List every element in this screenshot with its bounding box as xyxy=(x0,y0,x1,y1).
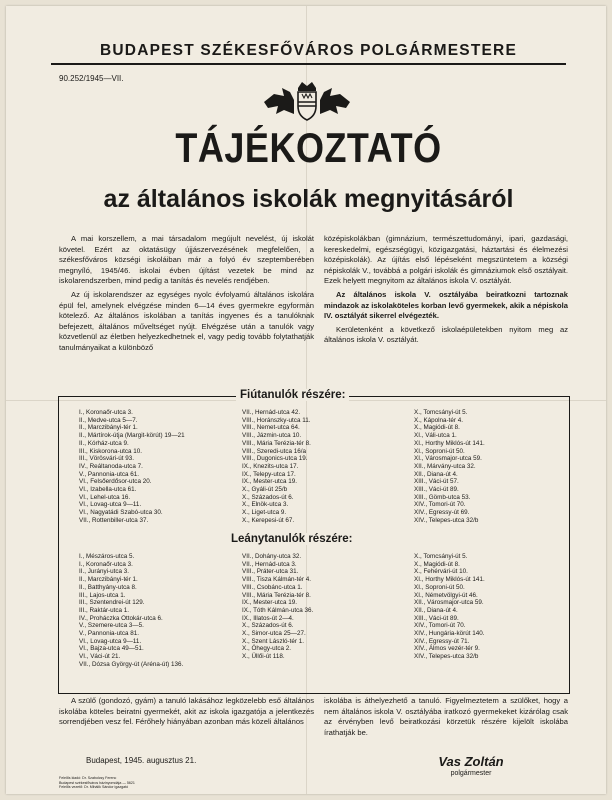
school-address: VII., Rottenbiller-utca 37. xyxy=(79,516,149,524)
school-address: VII., Hernád-utca 3. xyxy=(242,560,297,568)
budapest-coat-of-arms-icon xyxy=(260,80,354,122)
school-address: IV., Reáltanoda-utca 7. xyxy=(79,462,143,470)
poster-sheet xyxy=(6,6,606,794)
school-address: VIII., Csobánc-utca 1. xyxy=(242,583,303,591)
school-address: XII., Márvány-utca 32. xyxy=(414,462,476,470)
school-address: X., Kápolna-tér 4. xyxy=(414,416,464,424)
printer-footnote xyxy=(59,776,135,790)
school-address: II., Batthyány-utca 8. xyxy=(79,583,137,591)
school-address: XI., Németvölgyi-út 46. xyxy=(414,591,478,599)
school-list-box xyxy=(58,389,570,694)
school-address: X., Gyáli-út 25/b xyxy=(242,486,288,494)
school-address: VII., Dohány-utca 32. xyxy=(242,553,302,560)
girls-schools-column-3 xyxy=(414,553,485,661)
school-address: VIII., Jázmin-utca 10. xyxy=(242,432,302,440)
school-address: XIII., Váci-út 57. xyxy=(414,478,459,486)
school-address: IX., Tóth Kálmán-utca 36. xyxy=(242,606,314,614)
body-left-column xyxy=(59,234,314,357)
school-address: X., Kerepesi-út 67. xyxy=(242,516,295,524)
signatory-role: polgármester xyxy=(450,770,492,777)
signatory-name: Vas Zoltán xyxy=(438,754,504,769)
school-address: XI., Horthy Miklós-út 141. xyxy=(414,576,485,584)
school-address: XIV., Tomori-út 70. xyxy=(414,501,466,509)
school-address: II., Medve-utca 5—7. xyxy=(79,416,138,424)
school-address: VIII., Mária Terézia-tér 8. xyxy=(242,591,311,599)
closing-text: A szülő (gondozó, gyám) a tanuló lakásához legközelebb eső általános iskolába köteles beiratni gyermekét, akit az iskola igazgatója a jelentkezés sorrendjében vesz fel. Férőhely hiányában azonban más közeli általános xyxy=(59,696,314,727)
school-address: IX., Knezits-utca 17. xyxy=(242,462,299,470)
school-address: XI., Soproni-út 50. xyxy=(414,583,465,591)
school-address: X., Magiódi-út 8. xyxy=(414,560,460,568)
school-address: II., Kórház-utca 9. xyxy=(79,439,129,447)
school-address: XIV., Álmos vezér-tér 9. xyxy=(414,645,480,653)
school-address: X., Liget-utca 9. xyxy=(242,509,287,517)
school-address: XIII., Gömb-utca 53. xyxy=(414,493,471,501)
school-address: II., Marczibányi-tér 1. xyxy=(79,576,138,584)
signature-block xyxy=(401,754,541,777)
footnote-line: Felelős vezető: Dr. Mihálik Sándor igazgató xyxy=(59,785,129,790)
school-address: XII., Városmajor-utca 59. xyxy=(414,599,484,607)
school-address: XIV., Egressy-út 71. xyxy=(414,637,470,645)
school-address: XIV., Egressy-út 69. xyxy=(414,509,470,517)
school-address: X., Tomcsányi-út 5. xyxy=(414,553,468,560)
closing-left xyxy=(59,696,314,728)
body-paragraph: Az új iskolarendszer az egységes nyolc évfolyamú általános iskolára épül fel, amelynek elvégzése minden 6—14 éves gyermekre egyformán kötelező. Az általános iskolában a tanítás ingyenes és a tanulóknak befejezett, általános műveltséget nyújt. Elvégzése után a tanulók vagy közvetlenül az életben helyezkedhetnek el, vagy pedig tovább folytathatják tanulmányaikat a különböző xyxy=(59,289,314,352)
girls-section-title: Leánytanulók részére: xyxy=(227,533,356,545)
school-address: VIII., Práter-utca 31. xyxy=(242,568,299,576)
school-address: VI., Nagyatádi Szabó-utca 30. xyxy=(79,509,163,517)
school-address: XIV., Telepes-utca 32/b xyxy=(414,516,479,524)
school-address: III., Raktár-utca 1. xyxy=(79,606,130,614)
school-address: V., Pannonia-utca 61. xyxy=(79,470,139,478)
school-address: X., Simor-utca 25—27. xyxy=(242,630,306,638)
school-address: XI., Horthy Miklós-út 141. xyxy=(414,439,485,447)
school-address: VIII., Szeredi-utca 16/a xyxy=(242,447,307,455)
school-address: I., Koronaőr-utca 3. xyxy=(79,560,133,568)
school-address: III., Lajos-utca 1. xyxy=(79,591,126,599)
issue-date: Budapest, 1945. augusztus 21. xyxy=(86,756,197,765)
school-address: X., Fehérvári-út 10. xyxy=(414,568,468,576)
school-address: VI., Lovag-utca 9—11. xyxy=(79,637,142,645)
school-address: X., Óhegy-utca 2. xyxy=(242,645,292,653)
footnote-line: Budapest székesfőváros házinyomdája — 5621 xyxy=(59,780,135,785)
school-address: XI., Városmajor-utca 59. xyxy=(414,455,482,463)
school-address: IX., Mester-utca 19. xyxy=(242,478,297,486)
page-title: TÁJÉKOZTATÓ xyxy=(175,124,442,172)
school-address: XIII., Váci-út 89. xyxy=(414,486,459,494)
school-address: VII., Hernád-utca 42. xyxy=(242,409,301,416)
school-address: VIII., Horánszky-utca 11. xyxy=(242,416,311,424)
closing-right: iskolába is áthelyezhető a tanuló. Figyelmeztetem a szülőket, hogy a nem általános iskola V. osztályába iratkozó gyermekeket kizárólag csak az érvényben levő beiratkozási körzetük részére kijelölt iskolába írathatják be. xyxy=(324,696,568,737)
school-address: V., Szemere-utca 3—5. xyxy=(79,622,144,630)
school-address: III., Kiskorona-utca 10. xyxy=(79,447,142,455)
page-subtitle: az általános iskolák megnyitásáról xyxy=(103,185,514,213)
school-address: XIII., Váci-út 89. xyxy=(414,614,459,622)
school-address: II., Marczibányi-tér 1. xyxy=(79,424,138,432)
school-address: X., Tomcsányi-út 5. xyxy=(414,409,468,416)
girls-schools-column-2 xyxy=(242,553,313,661)
footnote-line: Felelős kiadó: Dr. Szabolcsy Ferenc xyxy=(59,776,117,780)
boys-section-title: Fiútanulók részére: xyxy=(236,389,349,401)
school-address: VI., Lovag-utca 9—11. xyxy=(79,501,142,509)
school-address: IV., Proháczka Ottokár-utca 6. xyxy=(79,614,163,622)
school-address: II., Jurányi-utca 3. xyxy=(79,568,130,576)
boys-schools-column-2 xyxy=(242,409,311,525)
school-address: XIV., Telepes-utca 32/b xyxy=(414,653,479,661)
school-address: VI., Lehel-utca 16. xyxy=(79,493,131,501)
school-address: IX., Mester-utca 19. xyxy=(242,599,297,607)
school-address: VIII., Tisza Kálmán-tér 4. xyxy=(242,576,311,584)
school-address: IX., Telepy-utca 17. xyxy=(242,470,296,478)
school-address: X., Százados-út 6. xyxy=(242,622,294,630)
school-address: XIV., Tomori-út 70. xyxy=(414,622,466,630)
issuing-authority: BUDAPEST SZÉKESFŐVÁROS POLGÁRMESTERE xyxy=(100,42,517,59)
school-address: X., Szent László-tér 1. xyxy=(242,637,304,645)
body-paragraph: középiskolákban (gimnázium, természettudományi, ipari, gazdasági, kereskedelmi, egészségügyi, közigazgatási, háztartási és élelmezési középiskolák). Az újítás első lépéseként megszüntetem a községi népiskolák V., továbbá a polgári iskolák és gimnáziumok első osztályait. Ezek helyett megnyitom az általános iskola V. osztályát. xyxy=(324,234,568,286)
boys-schools-column-1 xyxy=(79,409,185,525)
school-address: I., Mészáros-utca 5. xyxy=(79,553,135,560)
school-address: V., Pannonia-utca 81. xyxy=(79,630,139,638)
school-address: VII., Dózsa György-út (Aréna-út) 136. xyxy=(79,660,184,668)
school-address: VI., Felsőerdősor-utca 20. xyxy=(79,478,152,486)
school-address: III., Szentendrei-út 129. xyxy=(79,599,145,607)
body-paragraph-emphasis: Az általános iskola V. osztályába beiratkozni tartoznak mindazok az iskolaköteles korban levő gyermekek, akik a népiskola IV. osztályát sikerrel elvégezték. xyxy=(324,289,568,321)
school-address: VIII., Mária Terézia-tér 8. xyxy=(242,439,311,447)
body-paragraph: A mai korszellem, a mai társadalom megújult nevelést, új iskolát követel. Ezért az oktatásügy újjászervezésének megfelelően, a székesfőváros községi iskoláiban már a folyó év szeptemberében megnyíló, 1945/46. iskolai évben újítást vezetek be mind az iskolarendszerben, mind pedig a tanítás és nevelés rendjében. xyxy=(59,234,314,286)
boys-schools-column-3 xyxy=(414,409,485,525)
header-rule xyxy=(51,63,566,65)
school-address: XII., Diana-út 4. xyxy=(414,606,458,614)
body-right-column xyxy=(324,234,568,349)
school-address: VIII., Dugonics-utca 19. xyxy=(242,455,308,463)
reference-number: 90.252/1945—VII. xyxy=(59,74,124,83)
school-address: XII., Diana-út 4. xyxy=(414,470,458,478)
school-address: X., Magiódi-út 8. xyxy=(414,424,460,432)
school-address: I., Koronaőr-utca 3. xyxy=(79,409,133,416)
school-address: VI., Izabella-utca 61. xyxy=(79,486,137,494)
school-address: III., Vörösvári-út 93. xyxy=(79,455,134,463)
school-address: X., Elnök-utca 3. xyxy=(242,501,289,509)
school-address: XI., Soproni-út 50. xyxy=(414,447,465,455)
school-address: VIII., Nemet-utca 64. xyxy=(242,424,300,432)
body-paragraph: Kerületenként a következő iskolaépületekben nyitom meg az általános iskola V. osztályát. xyxy=(324,324,568,345)
school-address: IX., Illatos-út 2—4. xyxy=(242,614,294,622)
school-address: II., Mártírok-útja (Margit-körút) 19—21 xyxy=(79,432,185,440)
school-address: X., Üllői-út 118. xyxy=(242,653,285,661)
girls-schools-column-1 xyxy=(79,553,183,669)
school-address: X., Százados-út 6. xyxy=(242,493,294,501)
school-address: XIV., Hungária-körút 140. xyxy=(414,630,485,638)
school-address: XI., Váli-utca 1. xyxy=(414,432,457,440)
school-address: VI., Bajza-utca 49—51. xyxy=(79,645,144,653)
school-address: VI., Váci-út 21. xyxy=(79,653,121,661)
